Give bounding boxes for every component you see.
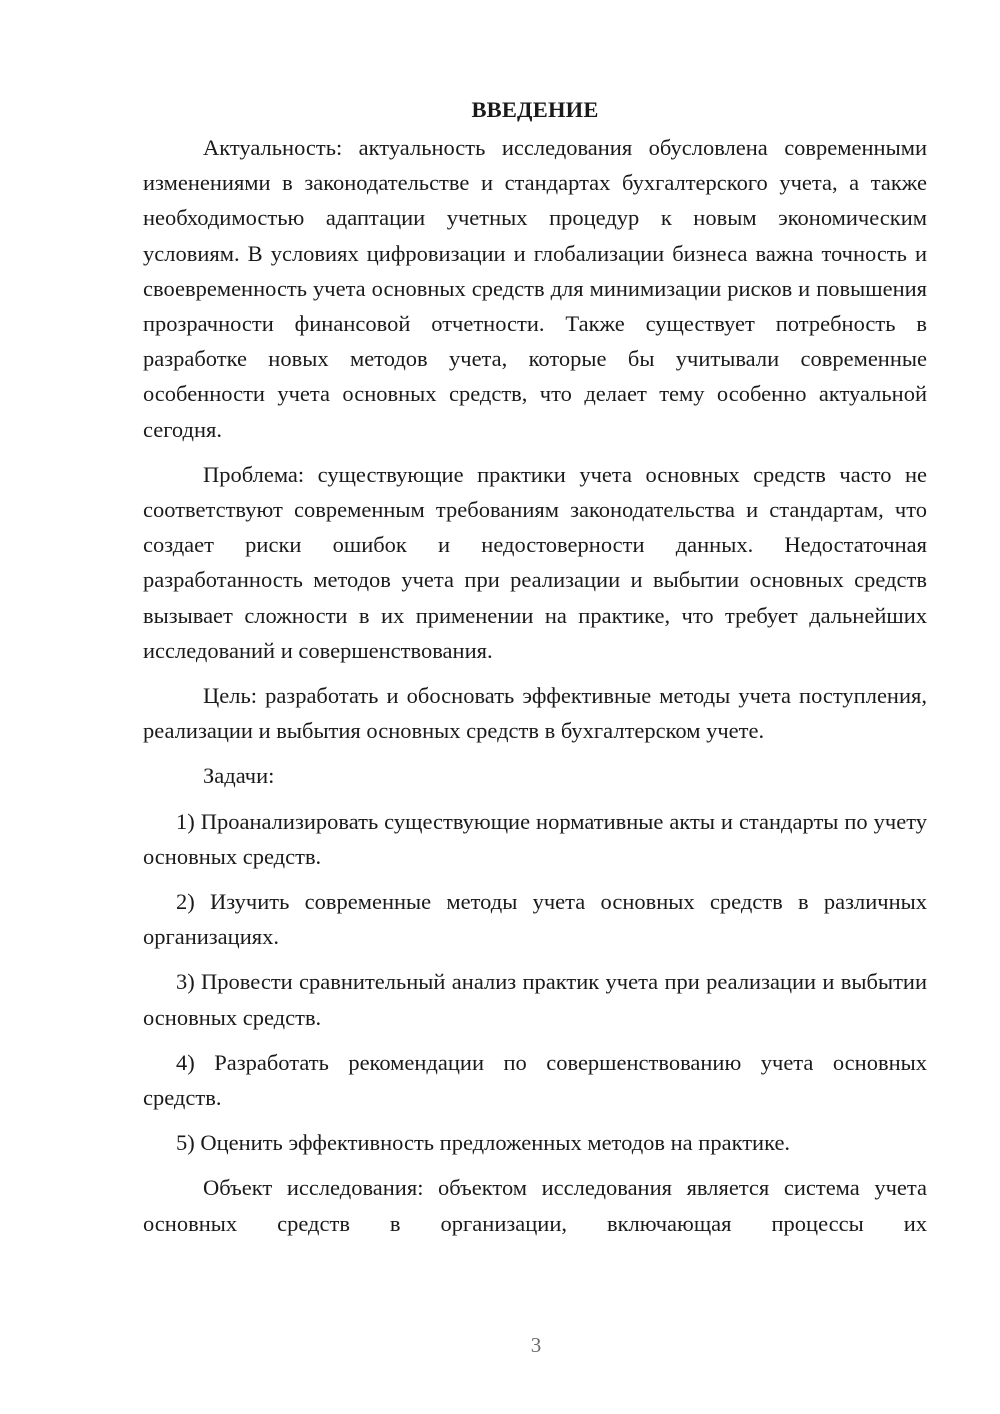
section-heading: ВВЕДЕНИЕ — [471, 97, 599, 122]
task-item-5: 5) Оценить эффективность предложенных методов на практике. — [176, 1130, 791, 1156]
task-item-3: 3) Провести сравнительный анализ практик учета при реализации и выбытии основных средств. — [143, 969, 927, 1030]
paragraph-problem: Проблема: существующие практики учета основных средств часто не соответствуют современным требованиям законодательства и стандартам, что создает риски ошибок и недостоверности данных. Недостаточная разработанность методов учета при реализации и выбытии основных средств вызывает сложности в их применении на практике, что требует дальнейших исследований и совершенствования. — [143, 461, 927, 663]
task-item-2: 2) Изучить современные методы учета основных средств в различных организациях. — [143, 889, 927, 950]
paragraph-relevance: Актуальность: актуальность исследования обусловлена современными изменениями в законодательстве и стандартах бухгалтерского учета, а также необходимостью адаптации учетных процедур к новым экономическим условиям. В условиях цифровизации и глобализации бизнеса важна точность и своевременность учета основных средств для минимизации рисков и повышения прозрачности финансовой отчетности. Также существует потребность в разработке новых методов учета, которые бы учитывали современные особенности учета основных средств, что делает тему особенно актуальной сегодня. — [143, 135, 927, 442]
page-number: 3 — [530, 1333, 542, 1357]
document-page — [143, 92, 927, 1241]
tasks-label: Задачи: — [203, 763, 275, 789]
task-item-4: 4) Разработать рекомендации по совершенствованию учета основных средств. — [143, 1049, 927, 1111]
paragraph-object: Объект исследования: объектом исследования является система учета основных средств в организации, включающая процессы их — [143, 1175, 927, 1236]
paragraph-goal: Цель: разработать и обосновать эффективные методы учета поступления, реализации и выбытия основных средств в бухгалтерском учете. — [143, 683, 927, 744]
task-item-1: 1) Проанализировать существующие нормативные акты и стандарты по учету основных средств. — [143, 808, 927, 869]
